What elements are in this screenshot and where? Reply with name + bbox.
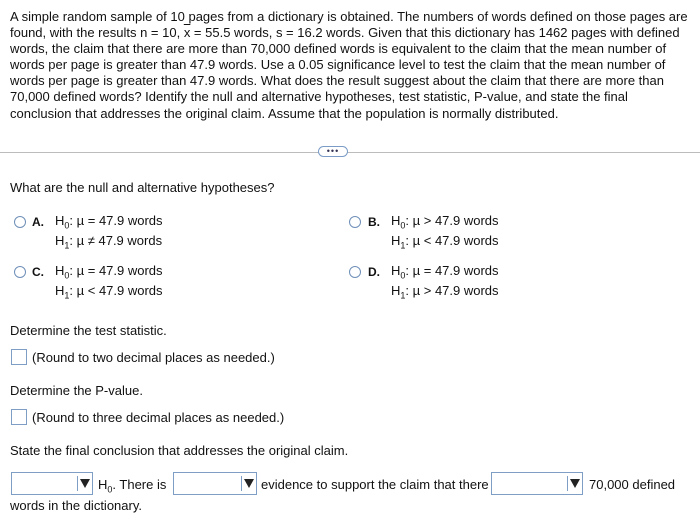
chevron-down-icon	[570, 479, 580, 488]
defined-text: 70,000 defined	[589, 477, 676, 492]
option-c-letter: C.	[32, 265, 44, 279]
problem-statement	[10, 9, 692, 122]
p-value-prompt: Determine the P-value.	[10, 383, 143, 398]
test-statistic-input[interactable]	[11, 349, 27, 365]
option-d-radio[interactable]	[349, 266, 361, 278]
option-b-radio[interactable]	[349, 216, 361, 228]
option-a-radio[interactable]	[14, 216, 26, 228]
option-b-h0: $H_0$: µ > 47.9 words	[391, 213, 499, 231]
option-c-h1: $H_1$: µ < 47.9 words	[55, 283, 163, 301]
option-c-h0: $H_0$: µ = 47.9 words	[55, 263, 163, 281]
evidence-level-select[interactable]	[173, 472, 257, 495]
option-a-letter: A.	[32, 215, 44, 229]
h0-there-is-text: $H_0$. There is	[98, 477, 167, 495]
p-value-input[interactable]	[11, 409, 27, 425]
evidence-text: evidence to support the claim that there	[261, 477, 489, 492]
expand-more-button[interactable]: •••	[318, 146, 348, 157]
problem-text-part2: = 55.5 words, s = 16.2 words. Given that this dictionary has 1462 pages with defined words, the claim that there are more than 70,000 defined words is equivalent to the claim that the mean number of words per page is greater than 47.9 words. Use a 0.05 significance level to test the claim that the mean number of words per page is greater than 47.9 words. What does the result suggest about the claim that there are more than 70,000 defined words? Identify the null and alternative hypotheses, test statistic, P-value, and state the final conclusion that addresses the original claim. Assume that the population is normally distributed.	[10, 25, 680, 121]
option-d-h0: $H_0$: µ = 47.9 words	[391, 263, 499, 281]
option-a-h0: $H_0$: µ = 47.9 words	[55, 213, 163, 231]
option-a-h1: $H_1$: µ ≠ 47.9 words	[55, 233, 163, 251]
option-d-h1: $H_1$: µ > 47.9 words	[391, 283, 499, 301]
p-value-hint: (Round to three decimal places as needed.)	[32, 410, 285, 425]
problem-text-part1: A simple random sample of 10 pages from a dictionary is obtained. The numbers of words defined on those pages are found, with the results n = 10,	[10, 9, 688, 41]
option-b-letter: B.	[368, 215, 380, 229]
comparison-select[interactable]	[491, 472, 583, 495]
conclusion-prompt: State the final conclusion that addresses the original claim.	[10, 443, 349, 458]
chevron-down-icon	[80, 479, 90, 488]
test-statistic-hint: (Round to two decimal places as needed.)	[32, 350, 275, 365]
option-d-letter: D.	[368, 265, 380, 279]
test-statistic-prompt: Determine the test statistic.	[10, 323, 167, 338]
option-c-radio[interactable]	[14, 266, 26, 278]
reject-decision-select[interactable]	[11, 472, 93, 495]
option-b-h1: $H_1$: µ < 47.9 words	[391, 233, 499, 251]
xbar-symbol: $\overline{x}$	[183, 25, 191, 41]
chevron-down-icon	[244, 479, 254, 488]
hypotheses-question: What are the null and alternative hypotheses?	[10, 180, 275, 195]
section-divider	[0, 152, 700, 153]
conclusion-line2: words in the dictionary.	[10, 498, 142, 513]
